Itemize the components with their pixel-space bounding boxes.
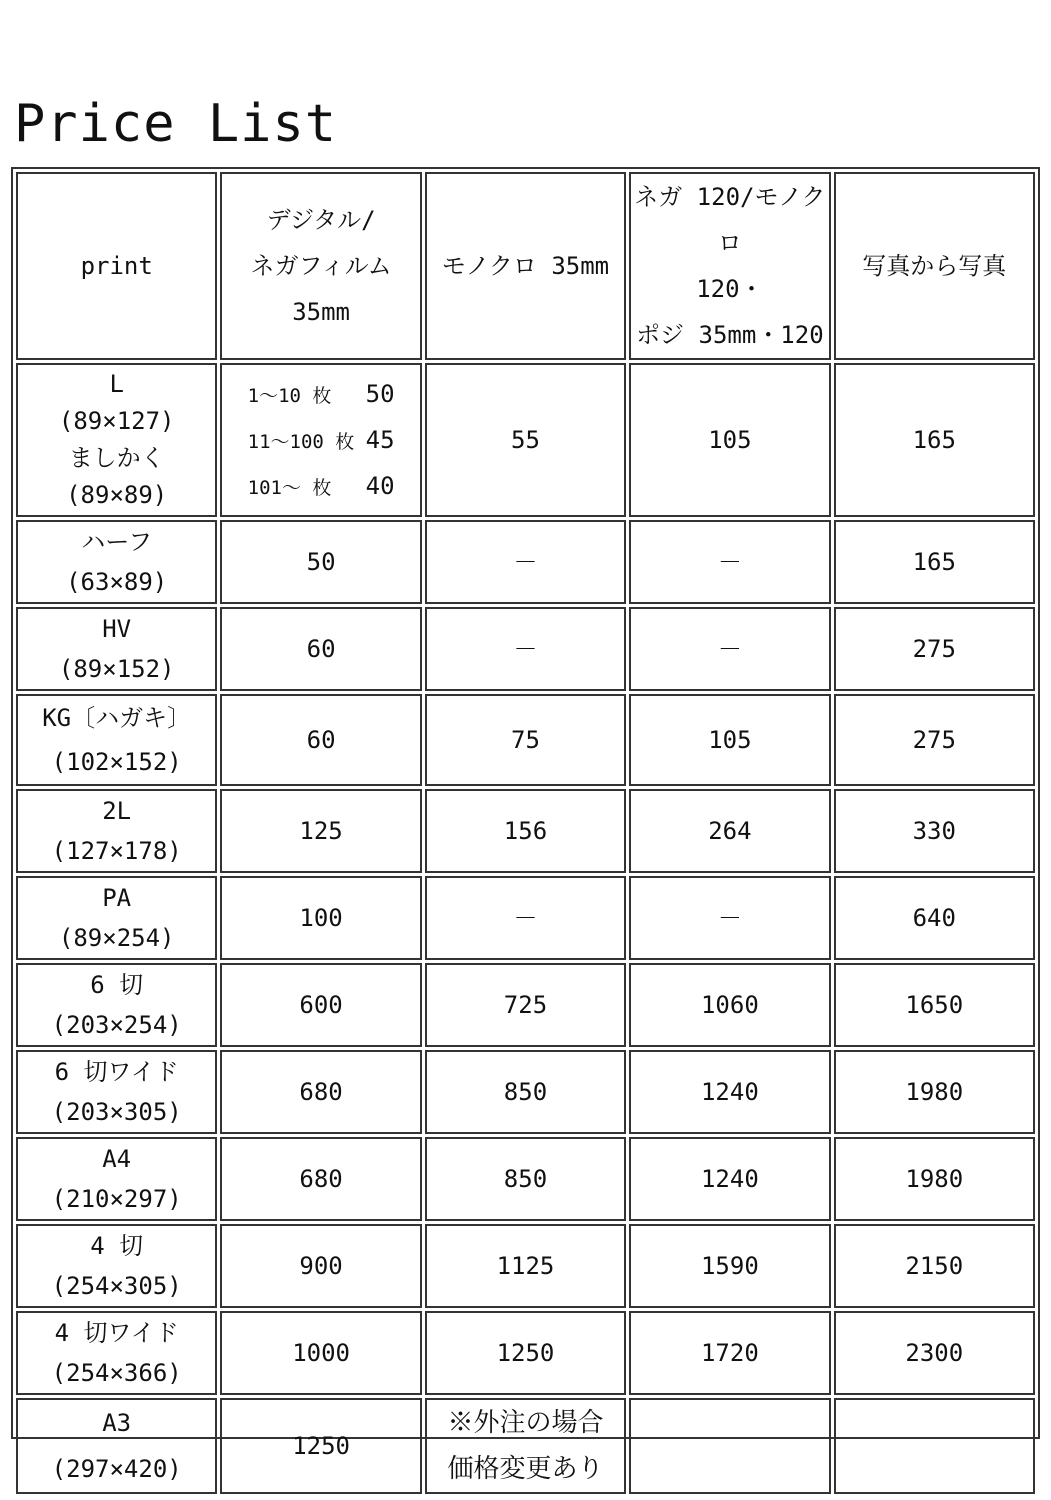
size-name: A4 <box>102 1145 132 1173</box>
price-photo-empty <box>834 1398 1035 1494</box>
size-cell <box>16 1398 217 1494</box>
price-photo: 330 <box>834 789 1035 873</box>
size-dims: (89×127) <box>58 407 175 435</box>
size-dims: (254×366) <box>51 1359 182 1387</box>
price-nega120: 105 <box>629 694 830 786</box>
tier-price: 45 <box>365 426 395 454</box>
price-digital: 125 <box>220 789 421 873</box>
price-nega120: 264 <box>629 789 830 873</box>
tier-price: 50 <box>365 380 395 408</box>
size-dims: (89×89) <box>66 481 168 509</box>
table-row <box>16 963 1035 1047</box>
price-mono35: － <box>425 876 626 960</box>
size-cell <box>16 520 217 604</box>
table-row <box>16 1137 1035 1221</box>
price-digital: 60 <box>220 694 421 786</box>
price-digital: 50 <box>220 520 421 604</box>
header-print: print <box>16 172 217 360</box>
size-dims: (203×305) <box>51 1098 182 1126</box>
price-nega120: 1590 <box>629 1224 830 1308</box>
price-digital: 680 <box>220 1050 421 1134</box>
price-photo: 165 <box>834 520 1035 604</box>
size-name: PA <box>102 884 132 912</box>
price-photo: 640 <box>834 876 1035 960</box>
price-mono35: 725 <box>425 963 626 1047</box>
page-title: Price List <box>14 94 338 154</box>
table-row <box>16 1224 1035 1308</box>
size-name: 2L <box>102 797 132 825</box>
size-name: ましかく <box>68 444 165 472</box>
size-name: 4 切ワイド <box>54 1319 179 1347</box>
price-digital: 900 <box>220 1224 421 1308</box>
price-mono35: 55 <box>425 363 626 517</box>
price-digital: 680 <box>220 1137 421 1221</box>
size-name: A3 <box>102 1409 132 1437</box>
price-nega120: 1720 <box>629 1311 830 1395</box>
price-table <box>13 169 1038 1497</box>
price-nega120: 1060 <box>629 963 830 1047</box>
size-cell <box>16 876 217 960</box>
size-dims: (63×89) <box>66 568 168 596</box>
price-photo: 275 <box>834 607 1035 691</box>
table-row <box>16 1311 1035 1395</box>
price-mono35: 850 <box>425 1137 626 1221</box>
size-name: ハーフ <box>81 528 153 556</box>
header-row <box>16 172 1035 360</box>
price-nega120: － <box>629 607 830 691</box>
price-digital: 600 <box>220 963 421 1047</box>
table-row-a3 <box>16 1398 1035 1494</box>
price-nega120: 1240 <box>629 1137 830 1221</box>
tier-price: 40 <box>365 472 395 500</box>
table-row <box>16 607 1035 691</box>
header-digital-line2: ネガフィルム 35mm <box>250 252 392 326</box>
header-photo-to-photo: 写真から写真 <box>834 172 1035 360</box>
price-mono35: 75 <box>425 694 626 786</box>
table-row-l <box>16 363 1035 517</box>
size-dims: (102×152) <box>51 748 182 776</box>
tier-price-cell <box>220 363 421 517</box>
header-nega120-line3: ポジ 35mm・120 <box>636 321 824 349</box>
header-digital-nega35 <box>220 172 421 360</box>
price-mono35: 156 <box>425 789 626 873</box>
price-digital: 60 <box>220 607 421 691</box>
size-name: HV <box>102 615 132 643</box>
size-cell-l <box>16 363 217 517</box>
price-photo: 1980 <box>834 1050 1035 1134</box>
size-dims: (210×297) <box>51 1185 182 1213</box>
size-name: 6 切 <box>90 971 144 999</box>
table-row <box>16 1050 1035 1134</box>
size-name: 6 切ワイド <box>54 1058 179 1086</box>
price-mono35: 1250 <box>425 1311 626 1395</box>
price-mono35: － <box>425 607 626 691</box>
price-mono35: 1125 <box>425 1224 626 1308</box>
price-digital: 1000 <box>220 1311 421 1395</box>
tier-range: 1〜10 枚 <box>247 385 332 407</box>
size-dims: (89×152) <box>58 655 175 683</box>
tier-range: 101〜 枚 <box>247 477 332 499</box>
price-photo: 1980 <box>834 1137 1035 1221</box>
size-cell <box>16 694 217 786</box>
note-line2: 価格変更あり <box>447 1454 604 1484</box>
tier-range: 11〜100 枚 <box>247 431 355 453</box>
price-photo: 2300 <box>834 1311 1035 1395</box>
size-cell <box>16 963 217 1047</box>
size-name: L <box>109 370 124 398</box>
header-digital-line1: デジタル/ <box>266 206 376 234</box>
price-nega120: 1240 <box>629 1050 830 1134</box>
header-nega120-line2: 120・ <box>696 275 764 303</box>
table-row <box>16 876 1035 960</box>
table-row <box>16 520 1035 604</box>
tier-item <box>248 463 395 509</box>
size-cell <box>16 1050 217 1134</box>
price-mono35: － <box>425 520 626 604</box>
price-digital: 100 <box>220 876 421 960</box>
size-dims: (297×420) <box>51 1455 182 1483</box>
tier-item <box>248 417 395 463</box>
size-cell <box>16 1224 217 1308</box>
header-mono35: モノクロ 35mm <box>425 172 626 360</box>
header-nega120-line1: ネガ 120/モノクロ <box>634 183 826 257</box>
price-photo: 165 <box>834 363 1035 517</box>
size-dims: (89×254) <box>58 924 175 952</box>
price-photo: 2150 <box>834 1224 1035 1308</box>
tier-item <box>248 371 395 417</box>
size-name: KG〔ハガキ〕 <box>42 704 192 732</box>
price-mono35: 850 <box>425 1050 626 1134</box>
size-cell <box>16 1137 217 1221</box>
size-dims: (254×305) <box>51 1272 182 1300</box>
price-nega120: 105 <box>629 363 830 517</box>
outsourcing-note <box>425 1398 626 1494</box>
size-cell <box>16 607 217 691</box>
tier-list <box>248 371 395 509</box>
price-nega120: － <box>629 520 830 604</box>
price-nega120: － <box>629 876 830 960</box>
table-row <box>16 694 1035 786</box>
size-cell <box>16 1311 217 1395</box>
price-digital: 1250 <box>220 1398 421 1494</box>
size-cell <box>16 789 217 873</box>
table-row <box>16 789 1035 873</box>
size-dims: (203×254) <box>51 1011 182 1039</box>
note-line1: ※外注の場合 <box>447 1408 604 1438</box>
size-name: 4 切 <box>90 1232 144 1260</box>
price-photo: 1650 <box>834 963 1035 1047</box>
size-dims: (127×178) <box>51 837 182 865</box>
price-photo: 275 <box>834 694 1035 786</box>
header-nega120 <box>629 172 830 360</box>
price-nega120-empty <box>629 1398 830 1494</box>
